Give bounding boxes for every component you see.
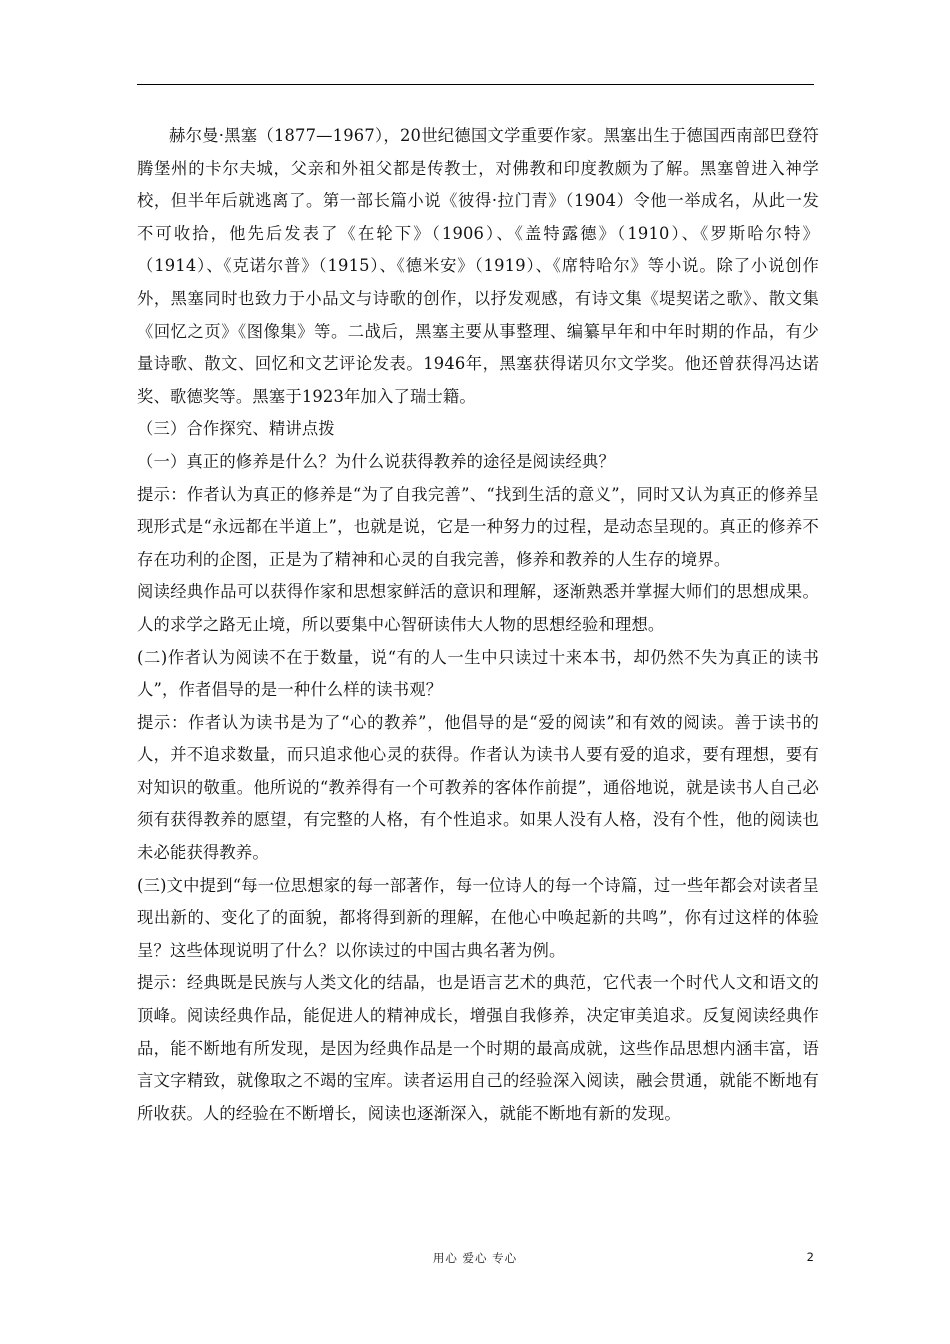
question-2: (二)作者认为阅读不在于数量，说“有的人一生中只读过十来本书，却仍然不失为真正的读书人”，作者倡导的是一种什么样的读书观？ xyxy=(137,647,819,700)
hint-2: 提示：作者认为读书是为了“心的教养”，他倡导的是“爱的阅读”和有效的阅读。善于读书的人，并不追求数量，而只追求他心灵的获得。作者认为读书人要有爱的追求，要有理想，要有对知识的敬重。他所说的“教养得有一个可教养的客体作前提”，通俗地说，就是读书人自己必须有获得教养的愿望，有完整的人格，有个性追求。如果人没有人格，没有个性，他的阅读也未必能获得教养。 xyxy=(137,712,819,863)
hint-1-continued: 阅读经典作品可以获得作家和思想家鲜活的意识和理解，逐渐熟悉并掌握大师们的思想成果。人的求学之路无止境，所以要集中心智研读伟大人物的思想经验和理想。 xyxy=(137,582,819,634)
document-body xyxy=(137,120,819,1130)
section-heading: （三）合作探究、精讲点拨 xyxy=(137,419,335,439)
question-3: (三)文中提到“每一位思想家的每一部著作，每一位诗人的每一个诗篇，过一些年都会对读者呈现出新的、变化了的面貌，都将得到新的理解，在他心中唤起新的共鸣”，你有过这样的体验呈？这些体现说明了什么？以你读过的中国古典名著为例。 xyxy=(137,875,819,960)
hint-1: 提示：作者认为真正的修养是“为了自我完善”、“找到生活的意义”，同时又认为真正的修养呈现形式是“永远都在半道上”，也就是说，它是一种努力的过程，是动态呈现的。真正的修养不存在功利的企图，正是为了精神和心灵的自我完善，修养和教养的人生存的境界。 xyxy=(137,484,819,569)
page-number: 2 xyxy=(806,1250,814,1264)
paragraph-author-bio: 赫尔曼·黑塞（1877—1967），20世纪德国文学重要作家。黑塞出生于德国西南部巴登符腾堡州的卡尔夫城，父亲和外祖父都是传教士，对佛教和印度教颇为了解。黑塞曾进入神学校，但半年后就逃离了。第一部长篇小说《彼得·拉门青》（1904）令他一举成名，从此一发不可收拾，他先后发表了《在轮下》（1906）、《盖特露德》（1910）、《罗斯哈尔特》（1914）、《克诺尔普》（1915）、《德米安》（1919）、《席特哈尔》等小说。除了小说创作外，黑塞同时也致力于小品文与诗歌的创作，以抒发观感，有诗文集《堤契诺之歌》、散文集《回忆之页》《图像集》等。二战后，黑塞主要从事整理、编纂早年和中年时期的作品，有少量诗歌、散文、回忆和文艺评论发表。1946年，黑塞获得诺贝尔文学奖。他还曾获得冯达诺奖、歌德奖等。黑塞于1923年加入了瑞士籍。 xyxy=(137,126,819,406)
question-1: （一）真正的修养是什么？为什么说获得教养的途径是阅读经典？ xyxy=(137,451,615,471)
header-rule xyxy=(137,84,814,85)
footer-motto: 用心 爱心 专心 xyxy=(432,1251,518,1265)
hint-3: 提示：经典既是民族与人类文化的结晶，也是语言艺术的典范，它代表一个时代人文和语文的顶峰。阅读经典作品，能促进人的精神成长，增强自我修养，决定审美追求。反复阅读经典作品，能不断地有所发现，是因为经典作品是一个时期的最高成就，这些作品思想内涵丰富，语言文字精致，就像取之不竭的宝库。读者运用自己的经验深入阅读，融会贯通，就能不断地有所收获。人的经验在不断增长，阅读也逐渐深入，就能不断地有新的发现。 xyxy=(137,973,819,1123)
